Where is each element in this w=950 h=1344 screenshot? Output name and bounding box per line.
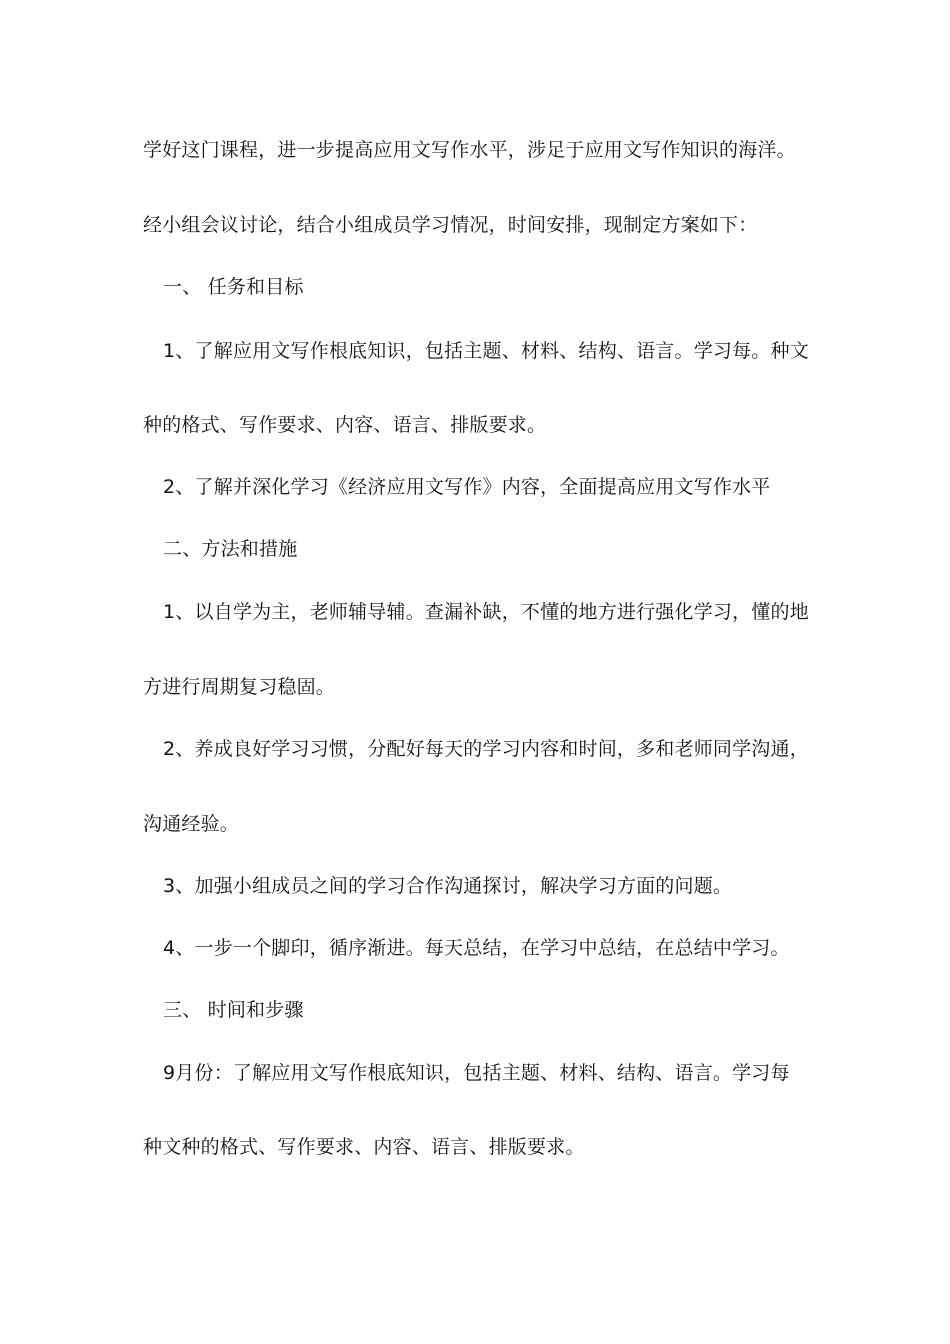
list-item: 1、了解应用文写作根底知识，包括主题、材料、结构、语言。学习每。种文	[163, 340, 809, 362]
paragraph-line: 学好这门课程，进一步提高应用文写作水平，涉足于应用文写作知识的海洋。	[143, 139, 796, 161]
list-item: 2、养成良好学习习惯，分配好每天的学习内容和时间，多和老师同学沟通，	[163, 738, 809, 760]
list-item: 4、一步一个脚印，循序渐进。每天总结，在学习中总结，在总结中学习。	[163, 937, 790, 959]
list-item-continuation: 种的格式、写作要求、内容、语言、排版要求。	[143, 414, 547, 436]
list-item: 2、了解并深化学习《经济应用文写作》内容，全面提高应用文写作水平	[163, 476, 771, 498]
list-item: 9月份：了解应用文写作根底知识，包括主题、材料、结构、语言。学习每	[163, 1062, 790, 1084]
list-item: 1、以自学为主，老师辅导辅。查漏补缺，不懂的地方进行强化学习，懂的地	[163, 601, 809, 623]
list-item: 3、加强小组成员之间的学习合作沟通探讨，解决学习方面的问题。	[163, 875, 733, 897]
list-item-continuation: 种文种的格式、写作要求、内容、语言、排版要求。	[143, 1136, 585, 1158]
section-heading: 一、 任务和目标	[163, 276, 304, 298]
paragraph-line: 经小组会议讨论，结合小组成员学习情况，时间安排，现制定方案如下：	[143, 214, 758, 236]
section-heading: 二、方法和措施	[163, 538, 298, 560]
section-heading: 三、 时间和步骤	[163, 999, 304, 1021]
list-item-continuation: 沟通经验。	[143, 813, 240, 835]
list-item-continuation: 方进行周期复习稳固。	[143, 676, 336, 698]
